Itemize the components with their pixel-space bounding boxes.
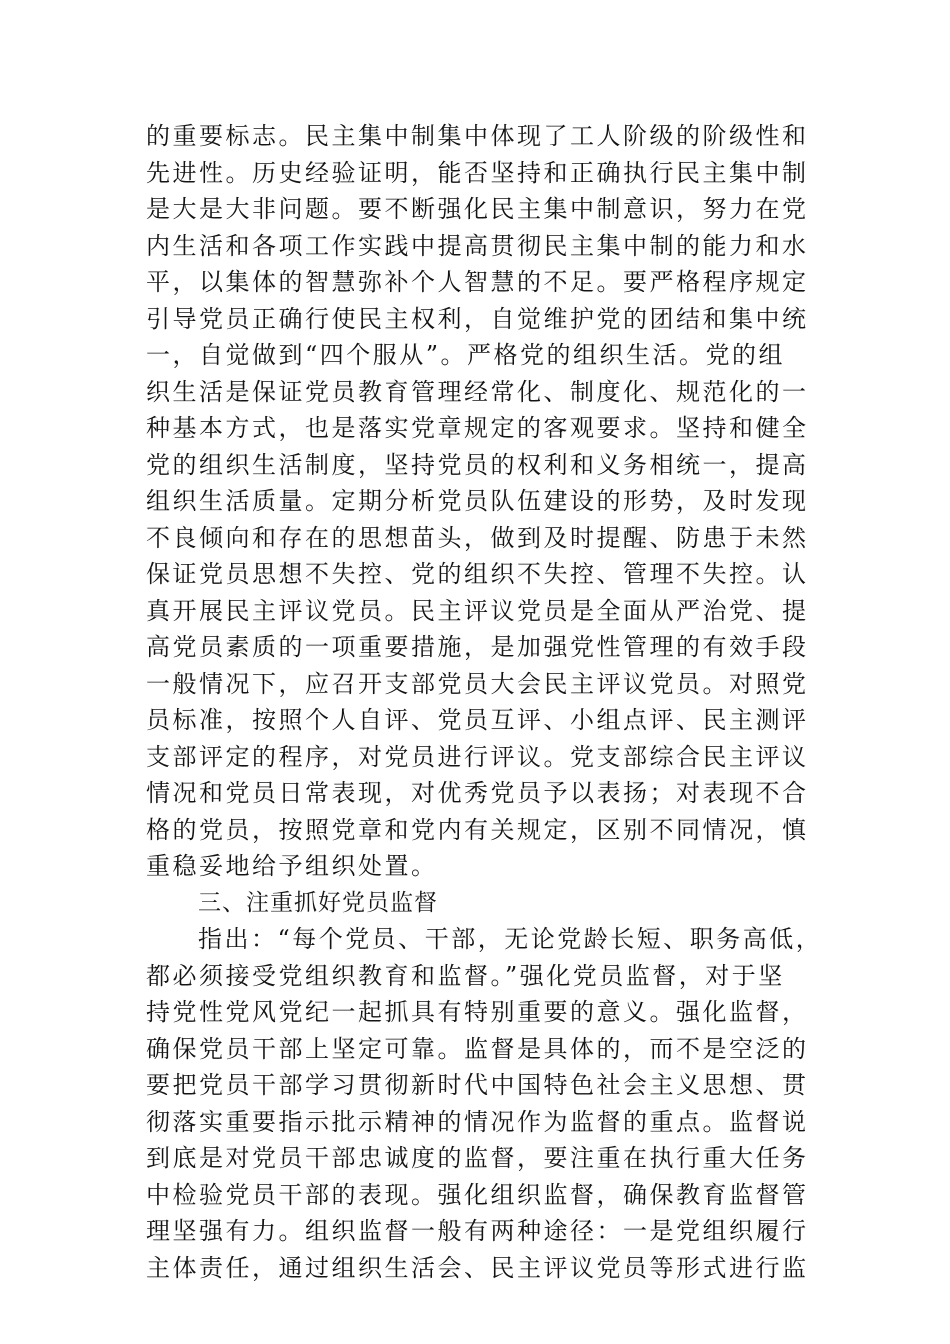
text-line: 种基本方式，也是落实党章规定的客观要求。坚持和健全 (146, 414, 809, 442)
text-line: 都必须接受党组织教育和监督。”强化党员监督，对于坚 (146, 961, 785, 990)
text-line: 党的组织生活制度，坚持党员的权利和义务相统一，提高 (146, 450, 809, 479)
text-line: 主体责任，通过组织生活会、民主评议党员等形式进行监 (146, 1253, 809, 1282)
text-line: 员标准，按照个人自评、党员互评、小组点评、民主测评 (146, 706, 809, 734)
document-body (146, 118, 823, 1286)
text-line: 平，以集体的智慧弥补个人智慧的不足。要严格程序规定 (146, 268, 809, 296)
text-line: 的重要标志。民主集中制集中体现了工人阶级的阶级性和 (146, 122, 809, 150)
paragraph-2 (146, 921, 823, 1286)
text-line: 织生活是保证党员教育管理经常化、制度化、规范化的一 (146, 377, 809, 406)
text-line: 不良倾向和存在的思想苗头，做到及时提醒、防患于未然 (146, 523, 809, 552)
text-line: 一，自觉做到“四个服从”。严格党的组织生活。党的组 (146, 341, 786, 369)
text-line: 情况和党员日常表现，对优秀党员予以表扬；对表现不合 (146, 779, 809, 807)
text-line: 要把党员干部学习贯彻新时代中国特色社会主义思想、贯 (146, 1071, 809, 1099)
text-line: 彻落实重要指示批示精神的情况作为监督的重点。监督说 (146, 1107, 809, 1136)
text-line: 高党员素质的一项重要措施，是加强党性管理的有效手段 (146, 633, 809, 661)
text-line: 指出：“每个党员、干部，无论党龄长短、职务高低， (198, 925, 823, 953)
text-line: 理坚强有力。组织监督一般有两种途径：一是党组织履行 (146, 1217, 809, 1245)
text-line: 格的党员，按照党章和党内有关规定，区别不同情况，慎 (146, 815, 809, 844)
text-line: 组织生活质量。定期分析党员队伍建设的形势，及时发现 (146, 487, 809, 515)
text-line: 引导党员正确行使民主权利，自觉维护党的团结和集中统 (146, 304, 809, 333)
text-line: 先进性。历史经验证明，能否坚持和正确执行民主集中制 (146, 158, 809, 187)
text-line: 重稳妥地给予组织处置。 (146, 852, 438, 880)
text-line: 支部评定的程序，对党员进行评议。党支部综合民主评议 (146, 742, 809, 771)
text-line: 中检验党员干部的表现。强化组织监督，确保教育监督管 (146, 1180, 809, 1209)
text-line: 一般情况下，应召开支部党员大会民主评议党员。对照党 (146, 669, 809, 698)
text-line: 是大是大非问题。要不断强化民主集中制意识，努力在党 (146, 195, 809, 223)
text-line: 确保党员干部上坚定可靠。监督是具体的，而不是空泛的 (146, 1034, 809, 1063)
text-line: 持党性党风党纪一起抓具有特别重要的意义。强化监督， (146, 998, 809, 1026)
text-line: 到底是对党员干部忠诚度的监督，要注重在执行重大任务 (146, 1144, 809, 1172)
text-line: 真开展民主评议党员。民主评议党员是全面从严治党、提 (146, 596, 809, 625)
paragraph-1 (146, 118, 809, 885)
text-line: 保证党员思想不失控、党的组织不失控、管理不失控。认 (146, 560, 809, 588)
section-heading: 三、注重抓好党员监督 (198, 889, 438, 916)
text-line: 内生活和各项工作实践中提高贯彻民主集中制的能力和水 (146, 231, 809, 260)
